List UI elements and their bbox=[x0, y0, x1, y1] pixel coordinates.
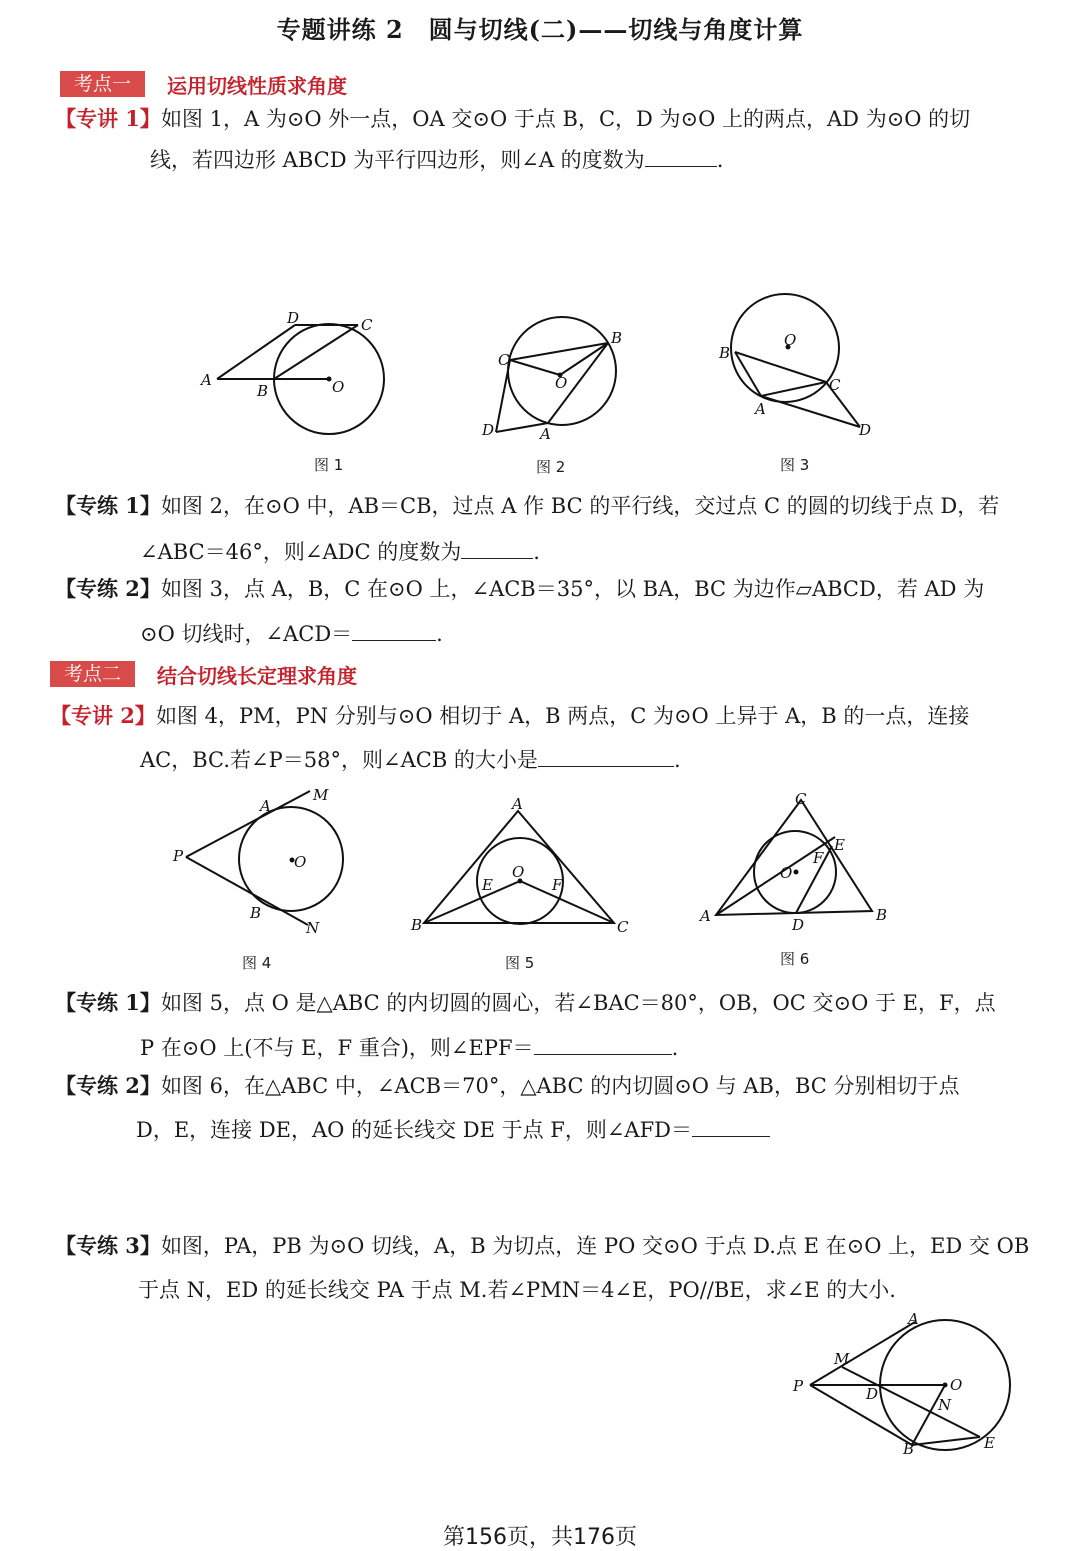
period: . bbox=[716, 148, 724, 172]
answer-blank[interactable] bbox=[461, 540, 533, 559]
problem-text: AC，BC.若∠P＝58°，则∠ACB 的大小是 bbox=[140, 748, 538, 772]
label-b: B bbox=[903, 1440, 915, 1458]
label-d: D bbox=[866, 1385, 879, 1403]
label-a: A bbox=[260, 797, 271, 815]
label-c: C bbox=[829, 376, 841, 394]
figure-6 bbox=[700, 788, 900, 933]
tangent-pa bbox=[810, 1322, 915, 1385]
center-dot bbox=[327, 377, 332, 382]
answer-blank[interactable] bbox=[534, 1036, 672, 1055]
problem-1-line-2 bbox=[150, 148, 723, 171]
section-header-2 bbox=[50, 660, 357, 688]
problem-text: 如图 6，在△ABC 中，∠ACB＝70°，△ABC 的内切圆⊙O 与 AB，BC 分别相切于点 bbox=[160, 1074, 960, 1098]
problem-3-line-1 bbox=[55, 578, 984, 600]
figure-2-caption: 图 2 bbox=[536, 458, 566, 476]
section-header-1 bbox=[60, 70, 347, 98]
segment-be bbox=[912, 1437, 980, 1445]
segment-cb bbox=[510, 343, 608, 360]
figure-4-caption: 图 4 bbox=[242, 954, 272, 972]
label-n: N bbox=[938, 1396, 952, 1414]
label-m: M bbox=[834, 1350, 850, 1368]
label-p: P bbox=[793, 1377, 804, 1395]
answer-blank[interactable] bbox=[352, 622, 436, 641]
problem-label: 【专讲 2】 bbox=[50, 703, 156, 728]
answer-blank[interactable] bbox=[692, 1118, 770, 1137]
segment-ob bbox=[912, 1385, 945, 1445]
problem-text: ∠ABC＝46°，则∠ADC 的度数为 bbox=[140, 540, 462, 564]
problem-label: 【专练 3】 bbox=[55, 1233, 161, 1258]
segment-ob bbox=[424, 881, 520, 923]
segment-ad bbox=[761, 396, 860, 427]
label-p: P bbox=[173, 847, 184, 865]
segment-cb bbox=[274, 325, 358, 379]
label-b: B bbox=[257, 382, 269, 400]
tangent-pm bbox=[186, 791, 310, 857]
label-a: A bbox=[540, 425, 551, 443]
label-f: F bbox=[552, 876, 563, 894]
label-d: D bbox=[482, 421, 495, 439]
problem-text: 线，若四边形 ABCD 为平行四边形，则∠A 的度数为 bbox=[150, 148, 645, 172]
section-title: 结合切线长定理求角度 bbox=[157, 663, 358, 688]
segment-ad bbox=[217, 325, 295, 379]
problem-text: D，E，连接 DE，AO 的延长线交 DE 于点 F，则∠AFD＝ bbox=[136, 1118, 692, 1142]
problem-label: 【专讲 1】 bbox=[55, 106, 161, 131]
label-b: B bbox=[611, 329, 623, 347]
label-e: E bbox=[834, 836, 845, 854]
label-c: C bbox=[795, 790, 807, 808]
label-a: A bbox=[512, 795, 523, 813]
problem-label: 【专练 1】 bbox=[55, 493, 161, 518]
problem-text: 如图 5，点 O 是△ABC 的内切圆的圆心，若∠BAC＝80°，OB，OC 交⊙O 于 E，F，点 bbox=[160, 991, 996, 1015]
figure-3 bbox=[715, 295, 885, 439]
page-title: 专题讲练 2 圆与切线(二)——切线与角度计算 bbox=[276, 15, 804, 44]
segment-bc bbox=[735, 352, 826, 382]
segment-oc bbox=[520, 881, 614, 923]
figure-3-caption: 图 3 bbox=[780, 456, 810, 474]
label-a: A bbox=[700, 907, 711, 925]
segment-co bbox=[510, 360, 560, 375]
label-b: B bbox=[719, 344, 731, 362]
label-c: C bbox=[498, 351, 510, 369]
label-a: A bbox=[908, 1310, 919, 1328]
problem-2-line-2 bbox=[140, 540, 540, 563]
label-b: B bbox=[876, 906, 888, 924]
label-o: O bbox=[555, 374, 568, 392]
label-a: A bbox=[201, 371, 212, 389]
center-dot bbox=[943, 1383, 948, 1388]
label-f: F bbox=[813, 849, 824, 867]
figure-4 bbox=[170, 785, 360, 935]
figure-5-caption: 图 5 bbox=[505, 954, 535, 972]
figure-2 bbox=[480, 315, 640, 455]
problem-text: 如图，PA，PB 为⊙O 切线，A，B 为切点，连 PO 交⊙O 于点 D.点 E 在⊙O 上，ED 交 OB bbox=[160, 1234, 1030, 1258]
problem-text: ⊙O 切线时，∠ACD＝ bbox=[140, 622, 353, 646]
problem-3-line-2 bbox=[140, 622, 443, 645]
problem-2-line-1 bbox=[55, 495, 999, 517]
label-b: B bbox=[250, 904, 262, 922]
circle-o bbox=[508, 317, 616, 425]
problem-text: P 在⊙O 上(不与 E，F 重合)，则∠EPF＝ bbox=[140, 1036, 534, 1060]
problem-label: 【专练 1】 bbox=[55, 990, 161, 1015]
label-o: O bbox=[950, 1376, 963, 1394]
period: . bbox=[436, 622, 443, 646]
problem-5-line-1 bbox=[55, 992, 996, 1014]
label-o: O bbox=[294, 853, 307, 871]
answer-blank[interactable] bbox=[538, 748, 674, 767]
figure-7 bbox=[790, 1310, 1020, 1460]
page-footer: 第156页，共176页 bbox=[443, 1525, 637, 1550]
segment-ac bbox=[761, 382, 826, 396]
figure-1-caption: 图 1 bbox=[314, 456, 344, 474]
period: . bbox=[533, 540, 540, 564]
segment-cd bbox=[496, 360, 510, 432]
section-tag: 考点二 bbox=[50, 661, 135, 687]
label-a: A bbox=[755, 400, 766, 418]
problem-label: 【专练 2】 bbox=[55, 1073, 161, 1098]
label-d: D bbox=[287, 309, 300, 327]
problem-text: 于点 N，ED 的延长线交 PA 于点 M.若∠PMN＝4∠E，PO//BE，求∠E 的大小. bbox=[138, 1278, 896, 1302]
label-b: B bbox=[411, 916, 423, 934]
problem-7-line-1 bbox=[55, 1235, 1029, 1257]
problem-7-line-2 bbox=[138, 1280, 896, 1301]
problem-1-line-1 bbox=[55, 108, 970, 130]
figure-5 bbox=[408, 795, 638, 940]
label-o: O bbox=[332, 378, 345, 396]
tangent-pn bbox=[186, 857, 308, 925]
label-e: E bbox=[984, 1434, 995, 1452]
label-m: M bbox=[313, 786, 329, 804]
figure-6-caption: 图 6 bbox=[780, 950, 810, 968]
center-dot bbox=[794, 870, 799, 875]
section-tag: 考点一 bbox=[60, 71, 145, 97]
problem-text: 如图 2，在⊙O 中，AB＝CB，过点 A 作 BC 的平行线，交过点 C 的圆的切线于点 D，若 bbox=[160, 494, 1000, 518]
label-c: C bbox=[617, 918, 629, 936]
label-n: N bbox=[306, 919, 320, 937]
problem-5-line-2 bbox=[140, 1036, 678, 1059]
label-o: O bbox=[512, 863, 525, 881]
problem-text: 如图 1，A 为⊙O 外一点，OA 交⊙O 于点 B，C，D 为⊙O 上的两点，AD 为⊙O 的切 bbox=[160, 107, 971, 131]
problem-6-line-2 bbox=[136, 1118, 770, 1141]
problem-4-line-2 bbox=[140, 748, 681, 771]
problem-4-line-1 bbox=[50, 705, 969, 727]
label-c: C bbox=[361, 316, 373, 334]
label-d: D bbox=[859, 421, 872, 439]
label-d: D bbox=[792, 916, 805, 934]
problem-label: 【专练 2】 bbox=[55, 576, 161, 601]
label-o: O bbox=[784, 331, 797, 349]
triangle-abc bbox=[716, 800, 872, 915]
answer-blank[interactable] bbox=[645, 148, 717, 167]
figure-1 bbox=[195, 310, 395, 450]
label-e: E bbox=[482, 876, 493, 894]
problem-6-line-1 bbox=[55, 1075, 960, 1097]
period: . bbox=[671, 1036, 679, 1060]
label-o: O bbox=[780, 864, 793, 882]
period: . bbox=[673, 748, 681, 772]
section-title: 运用切线性质求角度 bbox=[167, 73, 348, 98]
problem-text: 如图 3，点 A，B，C 在⊙O 上，∠ACB＝35°，以 BA，BC 为边作▱ABCD，若 AD 为 bbox=[160, 577, 985, 601]
problem-text: 如图 4，PM，PN 分别与⊙O 相切于 A，B 两点，C 为⊙O 上异于 A，B 的一点，连接 bbox=[155, 704, 970, 728]
